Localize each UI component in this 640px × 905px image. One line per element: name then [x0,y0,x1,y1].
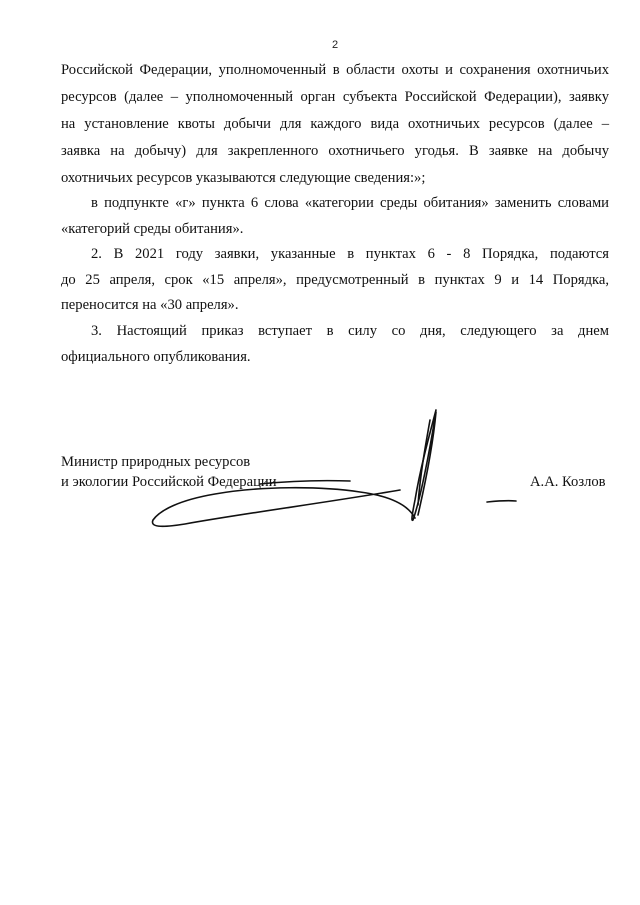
paragraph-line: охотничьих ресурсов указываются следующие сведения:»; [61,170,426,186]
paragraph-line: 2. В 2021 году заявки, указанные в пунктах 6 - 8 Порядка, подаются [91,246,609,262]
signatory-name: А.А. Козлов [530,474,606,490]
page-number: 2 [331,39,339,51]
paragraph-line: «категорий среды обитания». [61,221,244,237]
signatory-position-line1: Министр природных ресурсов [61,454,251,470]
paragraph-line: заявка на добычу) для закрепленного охотничьего угодья. В заявке на добычу [61,143,609,159]
paragraph-line: Российской Федерации, уполномоченный в области охоты и сохранения охотничьих [61,62,609,78]
paragraph-line: ресурсов (далее – уполномоченный орган субъекта Российской Федерации), заявку [61,89,609,105]
paragraph-line: до 25 апреля, срок «15 апреля», предусмотренный в пунктах 9 и 14 Порядка, [61,272,609,288]
paragraph-line: переносится на «30 апреля». [61,297,239,313]
paragraph-line: 3. Настоящий приказ вступает в силу со дня, следующего за днем [91,323,609,339]
paragraph-line: официального опубликования. [61,349,251,365]
signatory-position-line2: и экологии Российской Федерации [61,474,277,490]
paragraph-line: на установление квоты добычи для каждого вида охотничьих ресурсов (далее – [61,116,609,132]
paragraph-line: в подпункте «г» пункта 6 слова «категории среды обитания» заменить словами [91,195,609,211]
